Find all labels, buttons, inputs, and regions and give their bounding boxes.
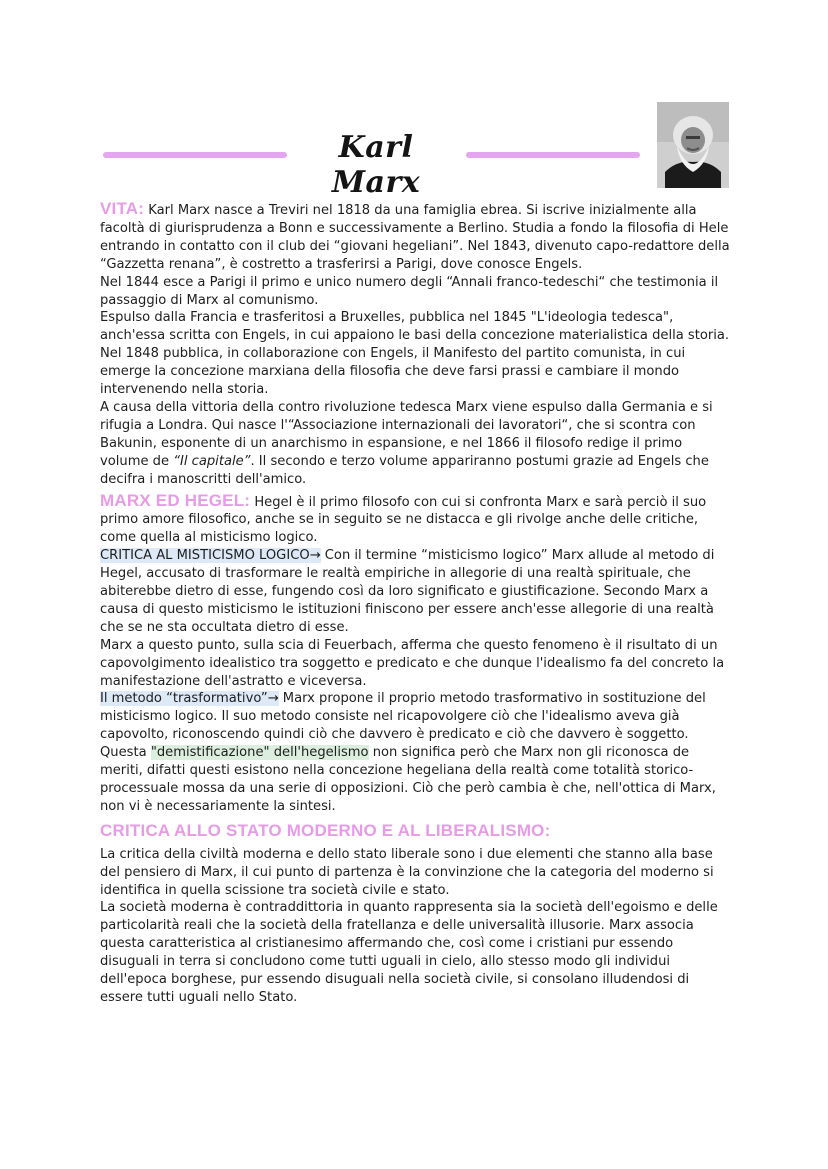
section-heading-hegel: MARX ED HEGEL: — [100, 490, 251, 510]
vita-paragraph-3: Espulso dalla Francia e trasferitosi a Bruxelles, pubblica nel 1845 "L'ideologia tedesca", anch'essa scritta con Engels, in cui appaiono le basi della concezione materialistica della storia. Nel 1848 pubblica, in collaborazione con Engels, il Manifesto del partito comunista, in cui emerge la concezione marxiana della filosofia che deve farsi prassi e cambiare il mondo intervenendo nella storia. — [100, 310, 730, 398]
hegel-text-5b: non significa però che Marx non gli riconosca de meriti, difatti questi esistono nella concezione hegeliana della realtà come totalità storico-processuale mossa da una serie di opposizioni. Ciò che però cambia è che, nell'ottica di Marx, non vi è necessariamente la sintesi. — [100, 745, 716, 814]
il-capitale-title: “Il capitale” — [173, 453, 251, 469]
hegel-paragraph-2 — [100, 547, 730, 637]
vita-paragraph-1 — [100, 200, 730, 274]
vita-text-1: Karl Marx nasce a Treviri nel 1818 da una famiglia ebrea. Si iscrive inizialmente alla facoltà di giurisprudenza a Bonn e successivamente a Berlino. Studia a fondo la filosofia di Hele entrando in contatto con il club dei “giovani hegeliani”. Nel 1843, divenuto capo-redattore della “Gazzetta renana”, è costretto a trasferirsi a Parigi, dove conosce Engels. — [100, 203, 730, 272]
vita-paragraph-4 — [100, 399, 730, 489]
demistificazione-highlight: "demistificazione" dell'hegelismo — [150, 745, 369, 761]
section-heading-stato-text: CRITICA ALLO STATO MODERNO E AL LIBERALISMO: — [100, 820, 551, 840]
hegel-paragraph-5 — [100, 744, 730, 816]
section-heading-stato — [100, 822, 730, 842]
portrait-photo-icon — [657, 102, 729, 188]
metodo-trasformativo-label: Il metodo “trasformativo”→ — [100, 691, 279, 707]
hegel-paragraph-3: Marx a questo punto, sulla scia di Feuerbach, afferma che questo fenomeno è il risultato di un capovolgimento idealistico tra soggetto e predicato e che dunque l'idealismo fa del concreto la manifestazione dell'astratto e viceversa. — [100, 637, 725, 689]
stato-paragraph-1: La critica della civiltà moderna e dello stato liberale sono i due elementi che stanno alla base del pensiero di Marx, il cui punto di partenza è la convinzione che la categoria del moderno si identifica in quella scissione tra società civile e stato. — [100, 846, 714, 898]
title-decoration-right — [466, 152, 640, 158]
stato-paragraph-2: La società moderna è contraddittoria in quanto rappresenta sia la società dell'egoismo e delle particolarità reali che la società della fratellanza e delle universalità illusorie. Marx associa questa caratteristica al cristianesimo affermando che, così come i cristiani pur essendo disuguali in terra si concludono come tutti uguali in cielo, allo stesso modo gli individui dell'epoca borghese, pur essendo disuguali nella società civile, si consolano illudendosi di essere tutti uguali nello Stato. — [100, 900, 718, 1005]
section-heading-vita: VITA: — [100, 199, 145, 218]
hegel-text-2: Con il termine “misticismo logico” Marx allude al metodo di Hegel, accusato di trasformare le realtà empiriche in allegorie di una realtà spirituale, che abiterebbe dietro di esse, fungendo così da loro significato e giustificazione. Secondo Marx a causa di questo misticismo le istituzioni finiscono per essere anch'esse allegorie di una realtà che se ne sta occultata dietro di esse. — [100, 548, 715, 635]
hegel-text-5a: Questa — [100, 745, 151, 761]
misticismo-logico-label: CRITICA AL MISTICISMO LOGICO→ — [100, 548, 321, 564]
hegel-paragraph-1 — [100, 492, 730, 548]
vita-text-4b: . Il secondo e terzo volume appariranno postumi grazie ad Engels che decifra i manoscritti dell'amico. — [100, 453, 709, 487]
hegel-text-1: Hegel è il primo filosofo con cui si confronta Marx e sarà perciò il suo primo amore filosofico, anche se in seguito se ne distacca e gli rivolge anche delle critiche, come quella al misticismo logico. — [100, 494, 707, 546]
vita-paragraph-2: Nel 1844 esce a Parigi il primo e unico numero degli “Annali franco-tedeschi“ che testimonia il passaggio di Marx al comunismo. — [100, 274, 719, 308]
vita-text-4a: A causa della vittoria della contro rivoluzione tedesca Marx viene espulso dalla Germania e si rifugia a Londra. Qui nasce l'“Associazione internazionali dei lavoratori“, che si scontra con Bakunin, esponente di un anarchismo in espansione, e nel 1866 il filosofo redige il primo volume de — [100, 399, 713, 469]
hegel-paragraph-4 — [100, 690, 730, 744]
title-decoration-left — [103, 152, 287, 158]
hegel-text-4: Marx propone il proprio metodo trasformativo in sostituzione del misticismo logico. Il suo metodo consiste nel ricapovolgere ciò che l'idealismo aveva già capovolto, riconoscendo quindi ciò che davvero è predicato e ciò che davvero è soggetto. — [100, 691, 706, 743]
page-title: Karl Marx — [331, 130, 421, 200]
document-body — [100, 200, 730, 1007]
